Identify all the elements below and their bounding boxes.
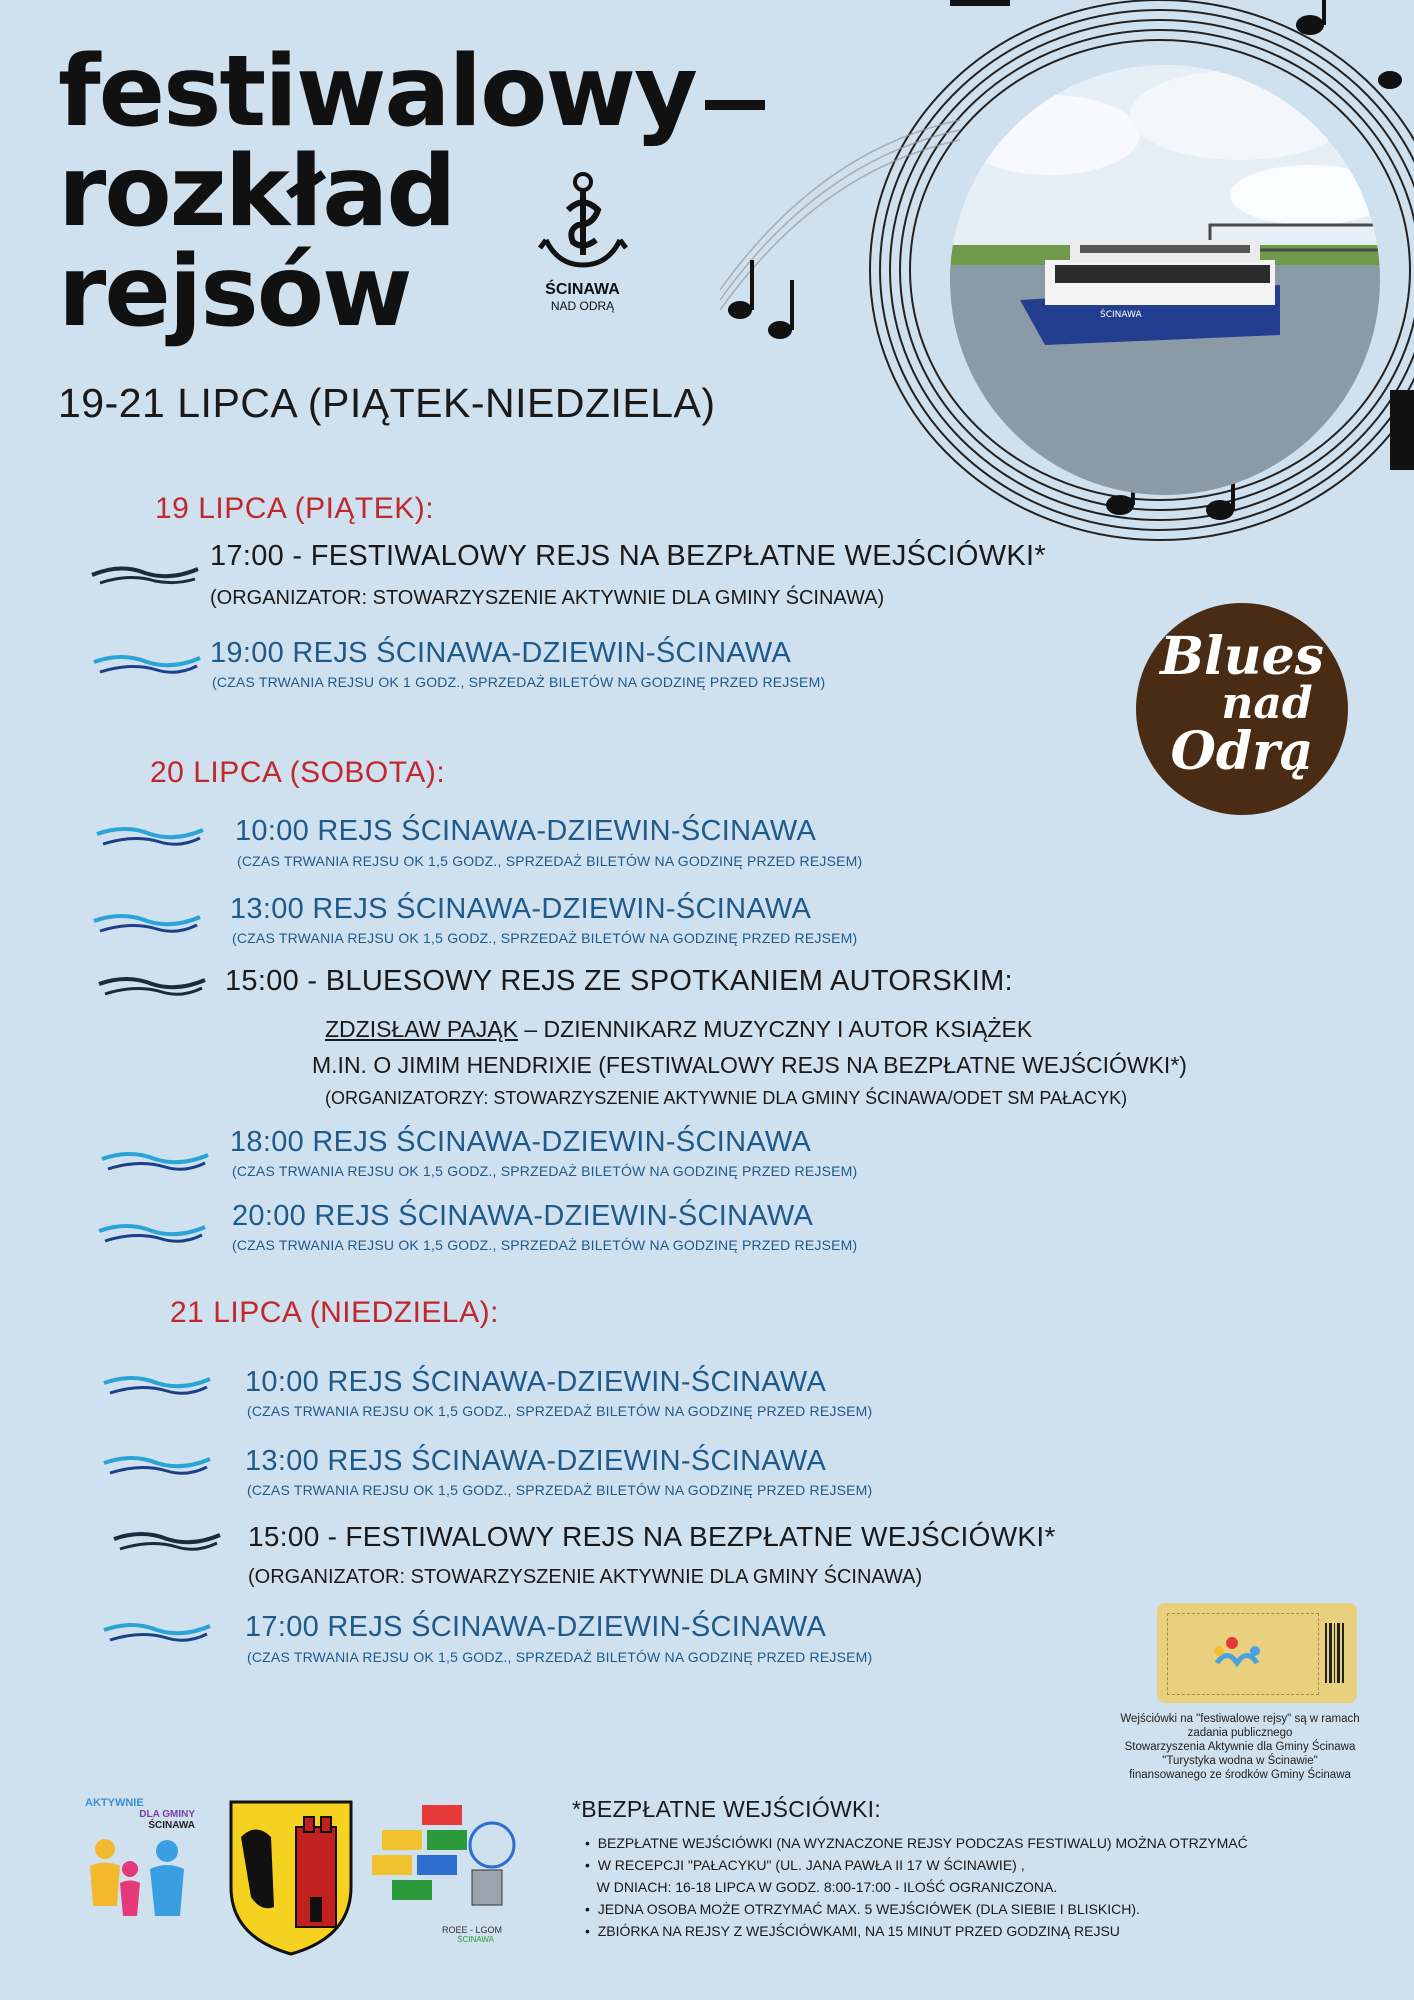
note-line: finansowanego ze środków Gminy Ścinawa — [1129, 1769, 1351, 1781]
roee-lgom-logo — [372, 1800, 522, 1944]
wave-icon-blue — [102, 1369, 212, 1403]
guest-line-2: M.IN. O JIMIM HENDRIXIE (FESTIWALOWY REJS NA BEZPŁATNE WEJŚCIÓWKI*) — [312, 1052, 1187, 1078]
event-title: 19:00 REJS ŚCINAWA-DZIEWIN-ŚCINAWA — [210, 637, 792, 669]
aktywnie-logo-top: AKTYWNIE — [85, 1797, 144, 1809]
free-tickets-heading: *BEZPŁATNE WEJŚCIÓWKI: — [572, 1796, 882, 1822]
title-line-1: festiwalowy — [58, 35, 696, 149]
list-item-text: BEZPŁATNE WEJŚCIÓWKI (NA WYZNACZONE REJSY PODCZAS FESTIWALU) MOŻNA OTRZYMAĆ — [597, 1835, 1248, 1851]
event-title: 18:00 REJS ŚCINAWA-DZIEWIN-ŚCINAWA — [230, 1126, 812, 1158]
ticket-funding-note — [1090, 1712, 1390, 1782]
day-3-label: 21 LIPCA (NIEDZIELA): — [170, 1296, 499, 1329]
day-2-label: 20 LIPCA (SOBOTA): — [150, 756, 446, 789]
event-title: 20:00 REJS ŚCINAWA-DZIEWIN-ŚCINAWA — [232, 1200, 814, 1232]
event-sub: (CZAS TRWANIA REJSU OK 1,5 GODZ., SPRZEDAŻ BILETÓW NA GODZINĘ PRZED REJSEM) — [247, 1482, 873, 1498]
wave-icon-blue — [92, 907, 202, 941]
note-line: Wejściówki na "festiwalowe rejsy" są w ramach — [1120, 1713, 1360, 1725]
list-item: • JEDNA OSOBA MOŻE OTRZYMAĆ MAX. 5 WEJŚCIÓWEK (DLA SIEBIE I BLISKICH). — [585, 1901, 1140, 1917]
day-1-label: 19 LIPCA (PIĄTEK): — [155, 492, 435, 525]
wave-icon-blue — [97, 1217, 207, 1251]
event-title: 17:00 - FESTIWALOWY REJS NA BEZPŁATNE WEJŚCIÓWKI* — [210, 540, 1047, 572]
ticket-illustration — [1157, 1603, 1357, 1703]
list-item-text: W RECEPCJI "PAŁACYKU" (UL. JANA PAWŁA II 17 W ŚCINAWIE) , — [597, 1857, 1025, 1873]
event-sub: (CZAS TRWANIA REJSU OK 1,5 GODZ., SPRZEDAŻ BILETÓW NA GODZINĘ PRZED REJSEM) — [237, 853, 863, 869]
event-title: 10:00 REJS ŚCINAWA-DZIEWIN-ŚCINAWA — [245, 1366, 827, 1398]
badge-line-1: Blues — [1160, 626, 1324, 687]
roee-sub: ŚCINAWA — [457, 1935, 494, 1944]
badge-line-2: nad — [1221, 678, 1313, 729]
people-icon — [85, 1831, 195, 1921]
title-line-3: rejsów — [58, 235, 411, 349]
event-sub: (CZAS TRWANIA REJSU OK 1,5 GODZ., SPRZEDAŻ BILETÓW NA GODZINĘ PRZED REJSEM) — [247, 1403, 873, 1419]
list-item-text: ZBIÓRKA NA REJSY Z WEJŚCIÓWKAMI, NA 15 MINUT PRZED GODZINĄ REJSU — [597, 1923, 1120, 1939]
aktywnie-logo — [85, 1797, 195, 1937]
event-title: 13:00 REJS ŚCINAWA-DZIEWIN-ŚCINAWA — [245, 1445, 827, 1477]
wave-icon-blue — [100, 1145, 210, 1179]
logo-sub: NAD ODRĄ — [550, 299, 615, 313]
list-item-text: W DNIACH: 16-18 LIPCA W GODZ. 8:00-17:00 - ILOŚĆ OGRANICZONA. — [596, 1879, 1058, 1895]
aktywnie-logo-mid: DLA GMINY — [139, 1809, 195, 1820]
list-item — [585, 1876, 1248, 1898]
event-title: 15:00 - BLUESOWY REJS ZE SPOTKANIEM AUTORSKIM: — [225, 965, 1013, 997]
anchor-icon — [538, 170, 628, 280]
boat-name-label: ŚCINAWA — [1100, 310, 1142, 320]
event-sub: (CZAS TRWANIA REJSU OK 1,5 GODZ., SPRZEDAŻ BILETÓW NA GODZINĘ PRZED REJSEM) — [232, 1237, 858, 1253]
aktywnie-logo-bottom: ŚCINAWA — [148, 1820, 195, 1831]
event-sub: (ORGANIZATOR: STOWARZYSZENIE AKTYWNIE DLA GMINY ŚCINAWA) — [248, 1566, 923, 1588]
event-sub: (CZAS TRWANIA REJSU OK 1 GODZ., SPRZEDAŻ BILETÓW NA GODZINĘ PRZED REJSEM) — [212, 674, 826, 690]
roee-label: ROEE - LGOM — [441, 1925, 502, 1935]
logo-name: ŚCINAWA — [545, 281, 620, 298]
blues-nad-odra-badge — [1136, 603, 1348, 815]
scinawa-logo — [535, 170, 630, 313]
event-sub: (CZAS TRWANIA REJSU OK 1,5 GODZ., SPRZEDAŻ BILETÓW NA GODZINĘ PRZED REJSEM) — [232, 1163, 858, 1179]
event-title: 17:00 REJS ŚCINAWA-DZIEWIN-ŚCINAWA — [245, 1611, 827, 1643]
wave-icon-blue — [102, 1616, 212, 1650]
badge-line-3: Odrą — [1170, 721, 1314, 782]
coat-of-arms-icon — [226, 1797, 356, 1957]
event-sub: (ORGANIZATOR: STOWARZYSZENIE AKTYWNIE DLA GMINY ŚCINAWA) — [210, 587, 885, 609]
wave-icon-blue — [102, 1449, 212, 1483]
wave-icon-dark — [112, 1525, 222, 1559]
list-item-text: JEDNA OSOBA MOŻE OTRZYMAĆ MAX. 5 WEJŚCIÓWEK (DLA SIEBIE I BLISKICH). — [597, 1901, 1140, 1917]
guest-name: ZDZISŁAW PAJĄK — [325, 1016, 518, 1042]
list-item: • W RECEPCJI "PAŁACYKU" (UL. JANA PAWŁA II 17 W ŚCINAWIE) , — [585, 1857, 1025, 1873]
boat-photo — [950, 65, 1380, 495]
roee-blocks-icon — [372, 1800, 522, 1920]
free-tickets-list — [585, 1832, 1248, 1942]
event-title: 10:00 REJS ŚCINAWA-DZIEWIN-ŚCINAWA — [235, 815, 817, 847]
title-line-2: rozkład — [58, 135, 455, 249]
ticket-art-icon — [1157, 1603, 1357, 1703]
note-line: Stowarzyszenia Aktywnie dla Gminy Ścinawa — [1124, 1741, 1356, 1753]
wave-icon-blue — [95, 820, 205, 854]
boat-photo-illustration — [950, 65, 1380, 495]
event-sub: (CZAS TRWANIA REJSU OK 1,5 GODZ., SPRZEDAŻ BILETÓW NA GODZINĘ PRZED REJSEM) — [232, 930, 858, 946]
list-item: • BEZPŁATNE WEJŚCIÓWKI (NA WYZNACZONE REJSY PODCZAS FESTIWALU) MOŻNA OTRZYMAĆ — [585, 1835, 1248, 1851]
note-line: "Turystyka wodna w Ścinawie" — [1162, 1755, 1318, 1767]
festival-dates: 19-21 LIPCA (PIĄTEK-NIEDZIELA) — [58, 380, 716, 426]
event-title: 13:00 REJS ŚCINAWA-DZIEWIN-ŚCINAWA — [230, 893, 812, 925]
wave-icon-blue — [92, 648, 202, 682]
guest-line-3: (ORGANIZATORZY: STOWARZYSZENIE AKTYWNIE DLA GMINY ŚCINAWA/ODET SM PAŁACYK) — [325, 1088, 1128, 1108]
guest-desc: – DZIENNIKARZ MUZYCZNY I AUTOR KSIĄŻEK — [517, 1016, 1033, 1042]
note-line: zadania publicznego — [1187, 1727, 1293, 1739]
wave-icon-dark — [97, 970, 207, 1004]
list-item: • ZBIÓRKA NA REJSY Z WEJŚCIÓWKAMI, NA 15 MINUT PRZED GODZINĄ REJSU — [585, 1923, 1120, 1939]
wave-icon-dark — [90, 553, 200, 587]
guest-line-1 — [325, 1016, 1032, 1043]
event-sub: (CZAS TRWANIA REJSU OK 1,5 GODZ., SPRZEDAŻ BILETÓW NA GODZINĘ PRZED REJSEM) — [247, 1649, 873, 1665]
event-title: 15:00 - FESTIWALOWY REJS NA BEZPŁATNE WEJŚCIÓWKI* — [248, 1521, 1056, 1552]
